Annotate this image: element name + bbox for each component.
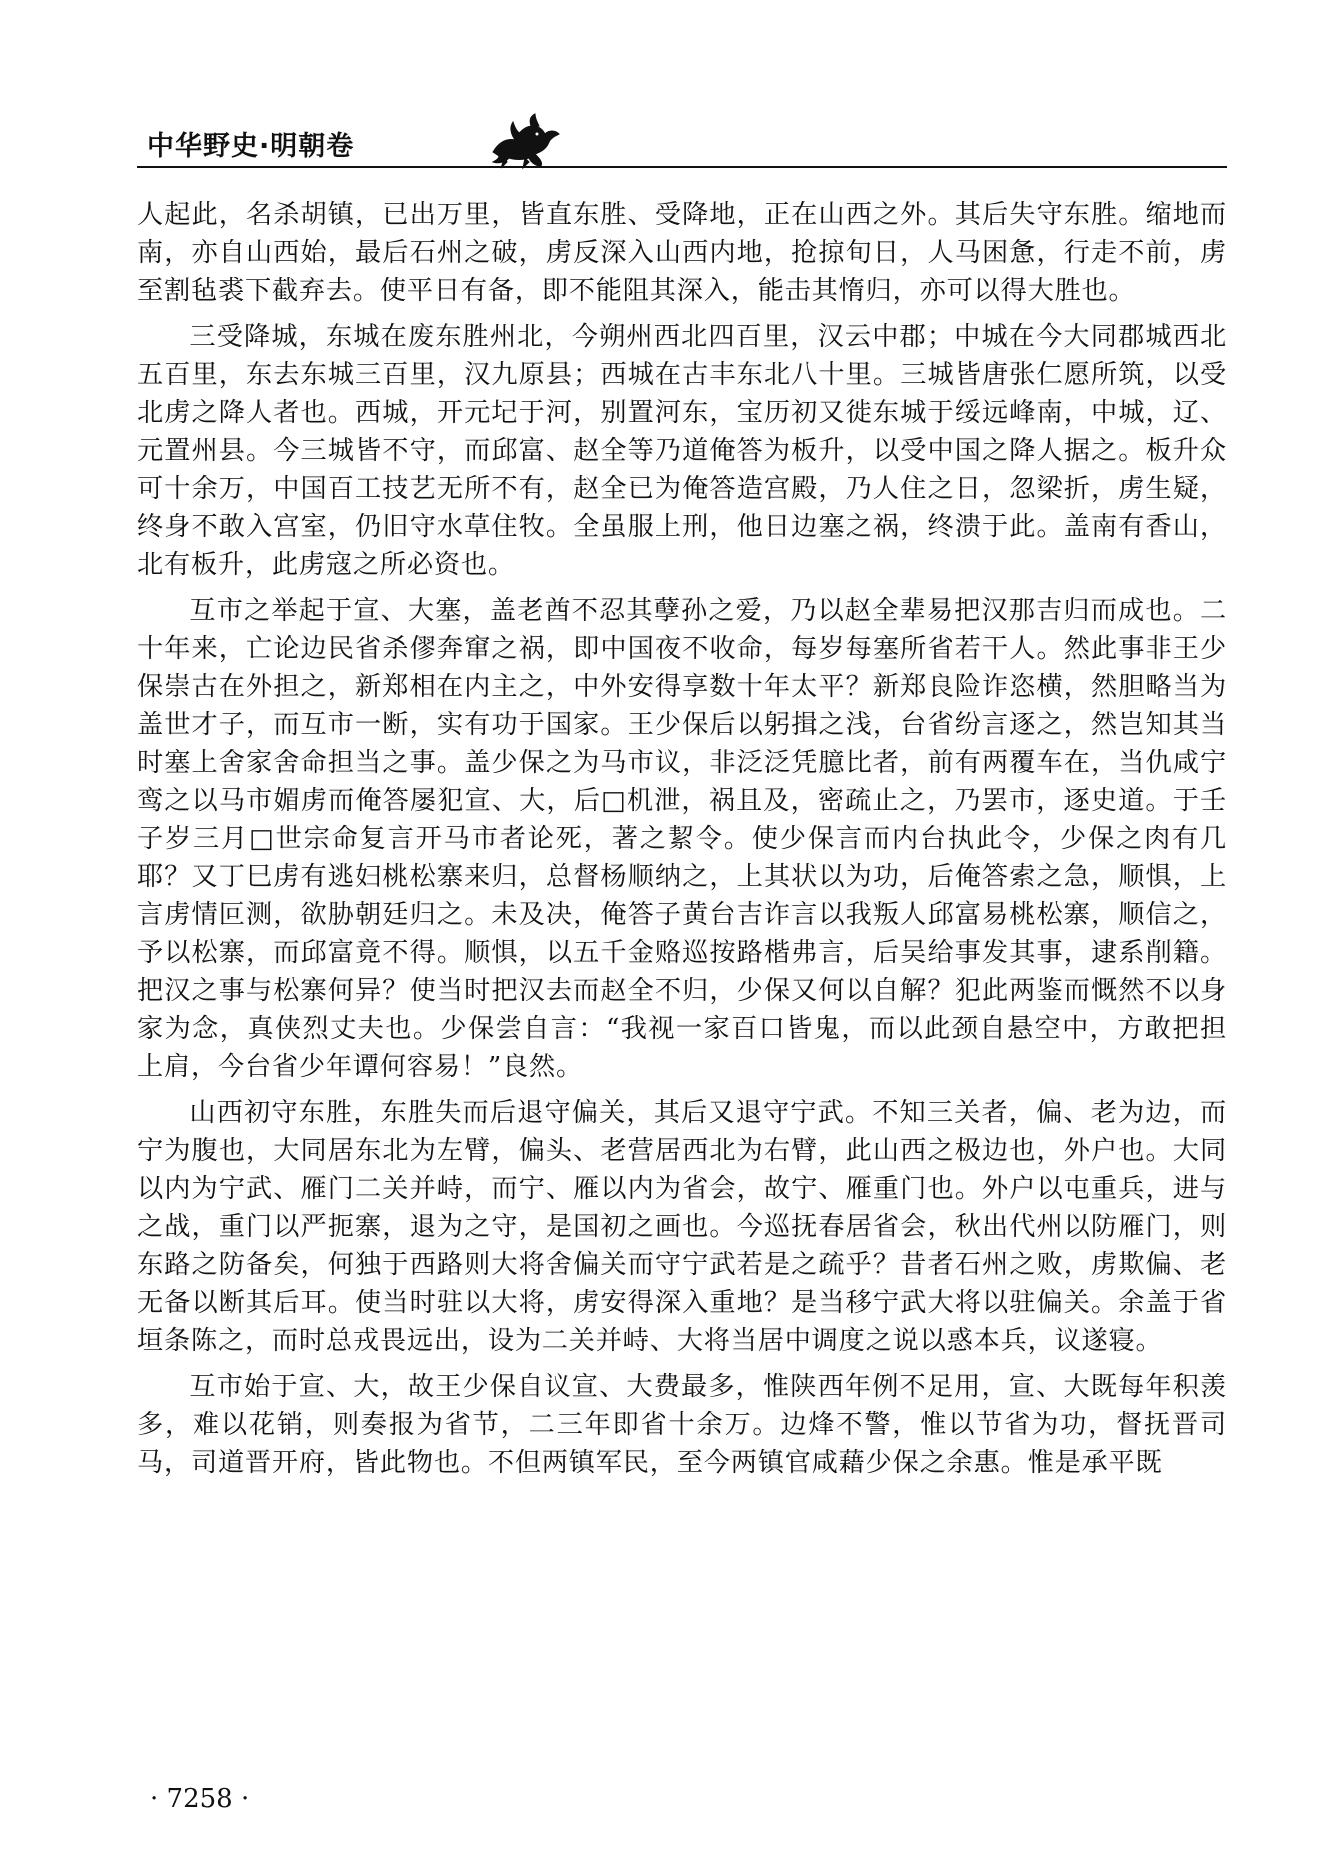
paragraph-4: 山西初守东胜，东胜失而后退守偏关，其后又退守宁武。不知三关者，偏、老为边，而宁为腹也，大同居东北为左臂，偏头、老营居西北为右臂，此山西之极边也，外户也。大同以内为宁武、雁门二关并峙，而宁、雁以内为省会，故宁、雁重门也。外户以屯重兵，进与之战，重门以严扼寨，退为之守，是国初之画也。今巡抚春居省会，秋出代州以防雁门，则东路之防备矣，何独于西路则大将舍偏关而守宁武若是之疏乎？昔者石州之败，虏欺偏、老无备以断其后耳。使当时驻以大将，虏安得深入重地？是当移宁武大将以驻偏关。余盖于省垣条陈之，而时总戎畏远出，设为二关并峙、大将当居中调度之说以惑本兵，议遂寝。 [137,1098,1227,1356]
book-title: 中华野史·明朝卷 [147,131,355,162]
header-divider [137,166,1227,168]
page-body [137,196,1227,1482]
paragraph-2: 三受降城，东城在废东胜州北，今朔州西北四百里，汉云中郡；中城在今大同郡城西北五百里，东去东城三百里，汉九原县；西城在古丰东北八十里。三城皆唐张仁愿所筑，以受北虏之降人者也。西城，开元圮于河，别置河东，宝历初又徙东城于绥远峰南，中城，辽、元置州县。今三城皆不守，而邱富、赵全等乃道俺答为板升，以受中国之降人据之。板升众可十余万，中国百工技艺无所不有，赵全已为俺答造宫殿，乃人住之日，忽梁折，虏生疑，终身不敢入宫室，仍旧守水草住牧。全虽服上刑，他日边塞之祸，终溃于此。盖南有香山，北有板升，此虏寇之所必资也。 [137,322,1227,580]
page-number: · 7258 · [150,1784,250,1814]
paragraph-3: 互市之举起于宣、大塞，盖老酋不忍其孽孙之爱，乃以赵全辈易把汉那吉归而成也。二十年来，亡论边民省杀僇奔窜之祸，即中国夜不收命，每岁每塞所省若干人。然此事非王少保崇古在外担之，新郑相在内主之，中外安得享数十年太平？新郑良险诈恣横，然胆略当为盖世才子，而互市一断，实有功于国家。王少保后以躬揖之浅，台省纷言逐之，然岂知其当时塞上舍家舍命担当之事。盖少保之为马市议，非泛泛凭臆比者，前有两覆车在，当仇咸宁鸾之以马市媚虏而俺答屡犯宣、大，后□机泄，祸且及，密疏止之，乃罢市，逐史道。于壬子岁三月□世宗命复言开马市者论死，著之絜令。使少保言而内台执此令，少保之肉有几耶？又丁巳虏有逃妇桃松寨来归，总督杨顺纳之，上其状以为功，后俺答索之急，顺惧，上言虏情叵测，欲胁朝廷归之。未及决，俺答子黄台吉诈言以我叛人邱富易桃松寨，顺信之，予以松寨，而邱富竟不得。顺惧，以五千金赂巡按路楷弗言，后吴给事发其事，逮系削籍。把汉之事与松寨何异？使当时把汉去而赵全不归，少保又何以自解？犯此两鉴而慨然不以身家为念，真侠烈丈夫也。少保尝自言：“我视一家百口皆鬼，而以此颈自悬空中，方敢把担上肩，今台省少年谭何容易！”良然。 [137,596,1227,1082]
dragon-emblem-icon [485,112,565,170]
paragraph-1: 人起此，名杀胡镇，已出万里，皆直东胜、受降地，正在山西之外。其后失守东胜。缩地而南，亦自山西始，最后石州之破，虏反深入山西内地，抢掠旬日，人马困惫，行走不前，虏至割毡裘下截弃去。使平日有备，即不能阻其深入，能击其惰归，亦可以得大胜也。 [137,200,1227,306]
paragraph-5: 互市始于宣、大，故王少保自议宣、大费最多，惟陕西年例不足用，宣、大既每年积羡多，难以花销，则奏报为省节，二三年即省十余万。边烽不警，惟以节省为功，督抚晋司马，司道晋开府，皆此物也。不但两镇军民，至今两镇官咸藉少保之余惠。惟是承平既 [137,1372,1227,1478]
page-header [137,118,1227,178]
